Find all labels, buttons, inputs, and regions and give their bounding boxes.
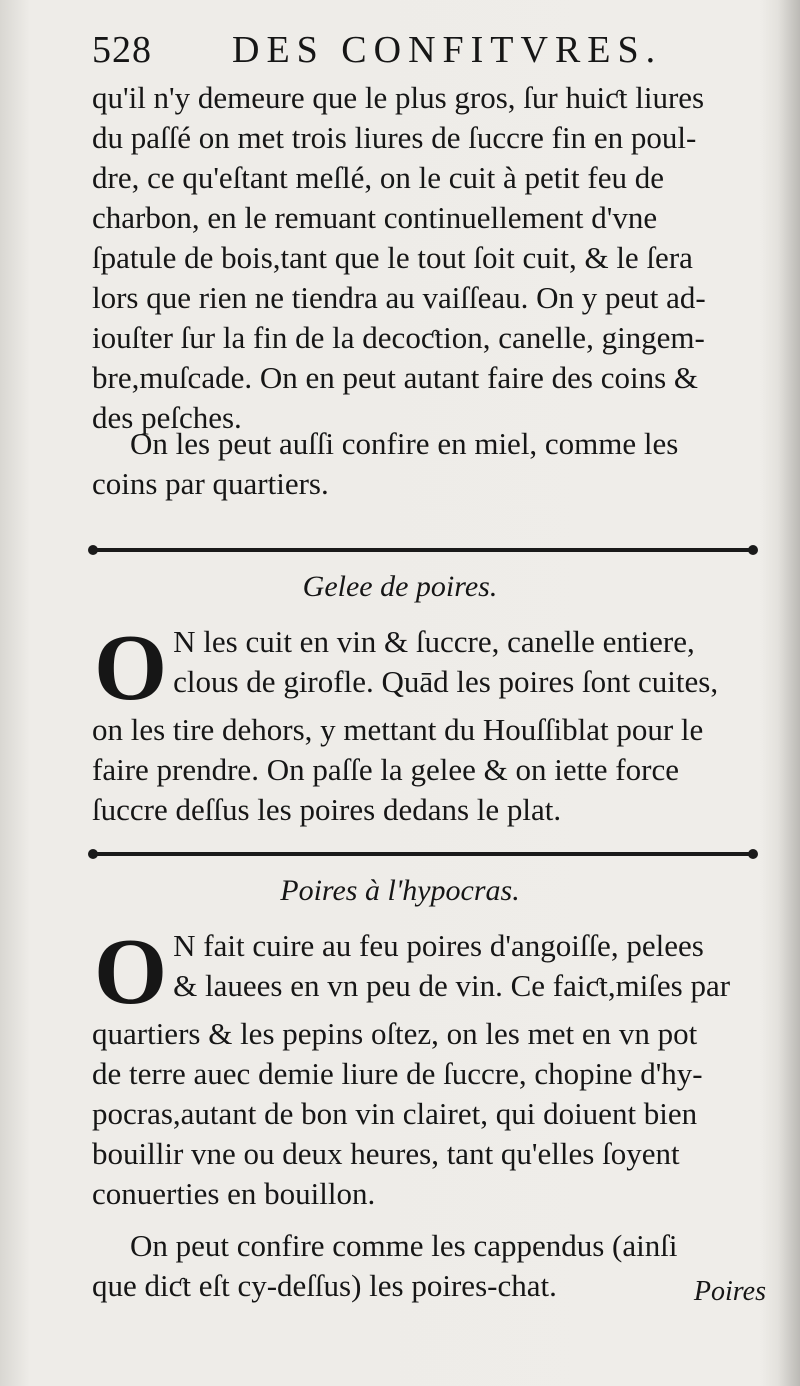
text-line: On les peut auſſi confire en miel, comme les	[130, 426, 679, 461]
text-line: ſuccre deſſus les poires dedans le plat.	[92, 792, 562, 827]
section-poires-hypocras	[92, 920, 772, 1306]
text-line: lors que rien ne tiendra au vaiſſeau. On y peut ad-	[92, 280, 706, 315]
section-divider-rule	[92, 852, 754, 856]
text-line: conuerties en bouillon.	[92, 1176, 376, 1211]
catchword: Poires	[693, 1276, 766, 1307]
section-title-gelee: Gelee de poires.	[302, 570, 498, 603]
drop-cap-lines	[92, 622, 772, 702]
text-line: clous de girofle. Quād les poires ſont cuites,	[173, 664, 719, 699]
running-title: DES CONFITVRES.	[232, 29, 663, 71]
section-body	[92, 710, 772, 830]
drop-cap-lines	[92, 926, 772, 1006]
text-line: des peſches.	[92, 400, 242, 435]
text-line: que diƈt eſt cy-deſſus) les poires-chat.	[92, 1268, 557, 1303]
section-body	[92, 1014, 772, 1306]
text-line: N fait cuire au feu poires d'angoiſſe, pelees	[173, 928, 704, 963]
text-line: On peut confire comme les cappendus (ainſi	[130, 1228, 678, 1263]
text-line: pocras,autant de bon vin clairet, qui doiuent bien	[92, 1096, 698, 1131]
text-line: coins par quartiers.	[92, 466, 329, 501]
text-line: bre,muſcade. On en peut autant faire des coins &	[92, 360, 698, 395]
text-line: charbon, en le remuant continuellement d'vne	[92, 200, 658, 235]
text-line: bouillir vne ou deux heures, tant qu'elles ſoyent	[92, 1136, 680, 1171]
text-line: on les tire dehors, y mettant du Houſſiblat pour le	[92, 712, 704, 747]
section-title-hypocras: Poires à l'hypocras.	[280, 874, 520, 907]
text-line: du paſſé on met trois liures de ſuccre fin en poul-	[92, 120, 697, 155]
text-line: iouſter ſur la fin de la decoƈtion, canelle, gingem-	[92, 320, 705, 355]
text-line: & lauees en vn peu de vin. Ce faiƈt,miſes par	[173, 968, 731, 1003]
text-line: de terre auec demie liure de ſuccre, chopine d'hy-	[92, 1056, 703, 1091]
text-line: dre, ce qu'eſtant meſlé, on le cuit à petit feu de	[92, 160, 664, 195]
page-header	[92, 22, 732, 78]
drop-cap: O	[94, 920, 168, 1024]
text-line: ſpatule de bois,tant que le tout ſoit cuit, & le ſera	[92, 240, 693, 275]
text-line: faire prendre. On paſſe la gelee & on iette force	[92, 752, 679, 787]
page-number: 528	[92, 29, 152, 71]
text-line: qu'il n'y demeure que le plus gros, ſur huiƈt liures	[92, 80, 705, 115]
text-block-miel	[92, 424, 772, 504]
section-gelee-de-poires	[92, 616, 772, 830]
text-line: N les cuit en vin & ſuccre, canelle entiere,	[173, 624, 695, 659]
text-line: quartiers & les pepins oſtez, on les met en vn pot	[92, 1016, 698, 1051]
section-divider-rule	[92, 548, 754, 552]
drop-cap: O	[94, 616, 168, 720]
text-block-continuation	[92, 78, 772, 438]
